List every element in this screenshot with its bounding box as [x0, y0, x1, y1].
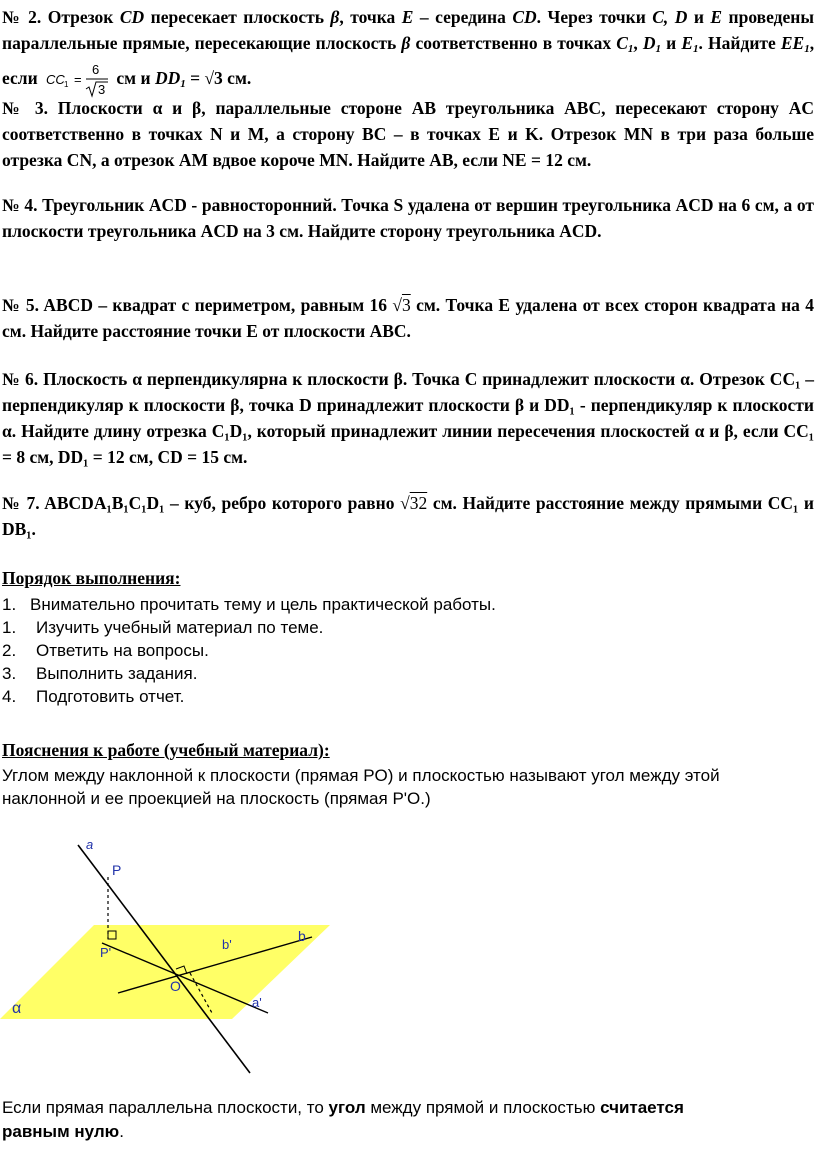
sqrt-symbol: √32 — [400, 493, 428, 513]
order-list — [2, 593, 782, 708]
formula-graphic — [42, 62, 112, 98]
problem-5: № 5. ABCD – квадрат с периметром, равным 16 √3 см. Точка E удалена от всех сторон квадрата на 4 см. Найдите расстояние точки E от плоскости ABC. — [2, 295, 814, 341]
label-a-prime: a' — [252, 995, 262, 1010]
list-item: 3. Выполнить задания. — [2, 664, 198, 683]
label-b: b — [298, 928, 306, 944]
plane-alpha — [0, 925, 330, 1019]
formula-lhs: CC — [46, 72, 65, 87]
sqrt-symbol: √3 — [392, 295, 411, 315]
problem-3: № 3. Плоскости α и β, параллельные стороне AB треугольника ABC, пересекают сторону AC соответственно в точках N и M, а сторону BC – в точках E и K. Отрезок MN в три раза больше отрезка CN, а отрезок AM вдвое короче MN. Найдите AB, если NE = 12 см. — [2, 98, 814, 170]
explain-text: Углом между наклонной к плоскости (прямая PO) и плоскостью называют угол между этой наклонной и ее проекцией на плоскость (прямая P'O.) — [2, 766, 720, 808]
explain-heading: Пояснения к работе (учебный материал): — [2, 740, 330, 760]
label-o: O — [170, 978, 181, 994]
list-item: 1. Изучить учебный материал по теме. — [2, 618, 324, 637]
problem-4: № 4. Треугольник ACD - равносторонний. Точка S удалена от вершин треугольника ACD на 6 см, а от плоскости треугольника ACD на 3 см. Найдите сторону треугольника ACD. — [2, 195, 814, 241]
geometry-figure — [0, 835, 360, 1085]
label-alpha: α — [12, 1000, 22, 1017]
bottom-text: Если прямая параллельна плоскости, то угол между прямой и плоскостью считается равным нулю. — [2, 1098, 684, 1141]
order-heading: Порядок выполнения: — [2, 568, 181, 588]
label-p-prime: P' — [100, 945, 112, 960]
formula-denominator: 3 — [98, 82, 106, 97]
svg-text:=: = — [74, 72, 82, 87]
problem-6: № 6. Плоскость α перпендикулярна к плоскости β. Точка C принадлежит плоскости α. Отрезок CC₁ – перпендикуляр к плоскости β, точка D принадлежит плоскости β и DD₁ - перпендикуляр к плоскости α. Найдите длину отрезка C₁D₁, который принадлежит линии пересечения плоскостей α и β, если CC₁ = 8 см, DD₁ = 12 см, CD = 15 см. — [2, 369, 814, 467]
list-item: 1. Внимательно прочитать тему и цель практической работы. — [2, 595, 496, 614]
problem-7: № 7. ABCDA₁B₁C₁D₁ – куб, ребро которого равно √32 см. Найдите расстояние между прямыми CC₁ и DB₁. — [2, 493, 814, 539]
problem-number: № 2. — [2, 7, 42, 27]
list-item: 2. Ответить на вопросы. — [2, 641, 209, 660]
formula-cc1 — [42, 62, 112, 98]
formula-numerator: 6 — [92, 62, 100, 77]
label-b-prime: b' — [222, 937, 232, 952]
list-item: 4. Подготовить отчет. — [2, 687, 185, 706]
label-p: P — [112, 862, 122, 878]
problem-2: № 2. Отрезок CD пересекает плоскость β, точка E – середина CD. Через точки C, D и E проведены параллельные прямые, пересекающие плоскость β соответственно в точках $C_1$, $D_1$ и $E_1$. Найдите $EE_1$, если CC 1 = 6 3 см и $DD_1 = √3$ см. — [2, 7, 815, 97]
svg-text:1: 1 — [64, 80, 69, 89]
label-a: a — [86, 837, 94, 852]
